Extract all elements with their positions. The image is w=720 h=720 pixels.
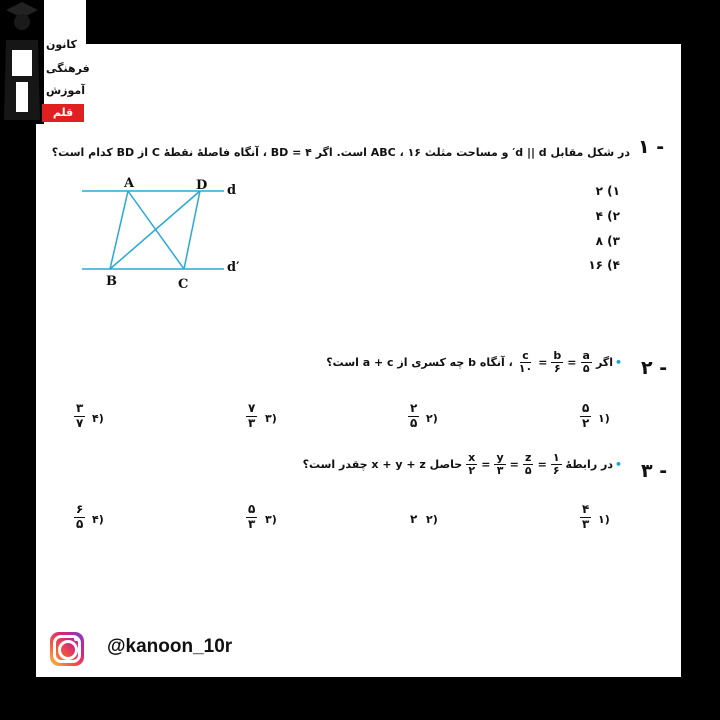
label-B: B bbox=[106, 274, 117, 289]
q2-text: • اگر $\frac{a}{۵}$ = $\frac{b}{۶}$ = $\frac{c}{۱۰}$ ، آنگاه b چه کسری از a + c است؟ bbox=[326, 349, 622, 375]
q3-frac-z: $\frac{z}{۵}$ bbox=[524, 451, 532, 477]
q1-option-1[interactable]: ۱) ۲ bbox=[595, 184, 620, 198]
label-A: A bbox=[124, 176, 135, 191]
q3-frac-1: $\frac{۱}{۶}$ bbox=[552, 451, 560, 477]
q1-text: در شکل مقابل d || d′ و مساحت مثلث ABC ، ۱۶ است. اگر ۴ = BD ، آنگاه فاصلهٔ نقطهٔ C از BD کدام است؟ bbox=[51, 146, 630, 159]
q3-text-after: حاصل x + y + z چقدر است؟ bbox=[302, 457, 463, 471]
q3-text: • در رابطهٔ $\frac{۱}{۶}$ = $\frac{z}{۵}$ = $\frac{y}{۳}$ = $\frac{x}{۲}$ حاصل x + y + z چقدر است؟ bbox=[302, 451, 622, 477]
q3-number: ۳ - bbox=[641, 460, 668, 482]
q2-bullet: • bbox=[614, 355, 622, 369]
logo-line-1: کانون bbox=[46, 38, 77, 51]
label-C: C bbox=[178, 277, 189, 292]
label-d-prime: d′ bbox=[227, 260, 240, 275]
segment-AB bbox=[110, 191, 128, 269]
q2-number: ۲ - bbox=[641, 357, 668, 379]
q1-option-3[interactable]: ۳) ۸ bbox=[595, 234, 620, 248]
q2-frac-b: $\frac{b}{۶}$ bbox=[553, 349, 562, 375]
q1-number: ۱ - bbox=[638, 136, 665, 158]
q1-option-2[interactable]: ۲) ۴ bbox=[595, 209, 620, 223]
graduate-figure-icon bbox=[0, 0, 44, 124]
q3-frac-y: $\frac{y}{۳}$ bbox=[496, 451, 504, 477]
logo-badge: قلم چی bbox=[42, 104, 84, 122]
label-d: d bbox=[227, 183, 237, 198]
q3-frac-x: $\frac{x}{۲}$ bbox=[468, 451, 476, 477]
q3-text-before: در رابطهٔ bbox=[565, 457, 613, 471]
instagram-handle[interactable]: @kanoon_10r bbox=[107, 636, 233, 657]
q2-frac-c: $\frac{c}{۱۰}$ bbox=[518, 349, 533, 375]
logo-line-3: آموزش bbox=[46, 84, 85, 97]
label-D: D bbox=[196, 178, 208, 193]
logo-line-2: فرهنگی bbox=[46, 62, 90, 75]
q1-option-4[interactable]: ۴) ۱۶ bbox=[588, 258, 620, 272]
q3-bullet: • bbox=[614, 457, 622, 471]
kanoon-logo bbox=[0, 0, 90, 137]
instagram-icon[interactable] bbox=[50, 632, 84, 666]
q2-text-before: اگر bbox=[595, 355, 613, 369]
q1-figure bbox=[76, 174, 246, 294]
q2-frac-a: $\frac{a}{۵}$ bbox=[582, 349, 590, 375]
q2-text-after: ، آنگاه b چه کسری از a + c است؟ bbox=[326, 355, 513, 369]
